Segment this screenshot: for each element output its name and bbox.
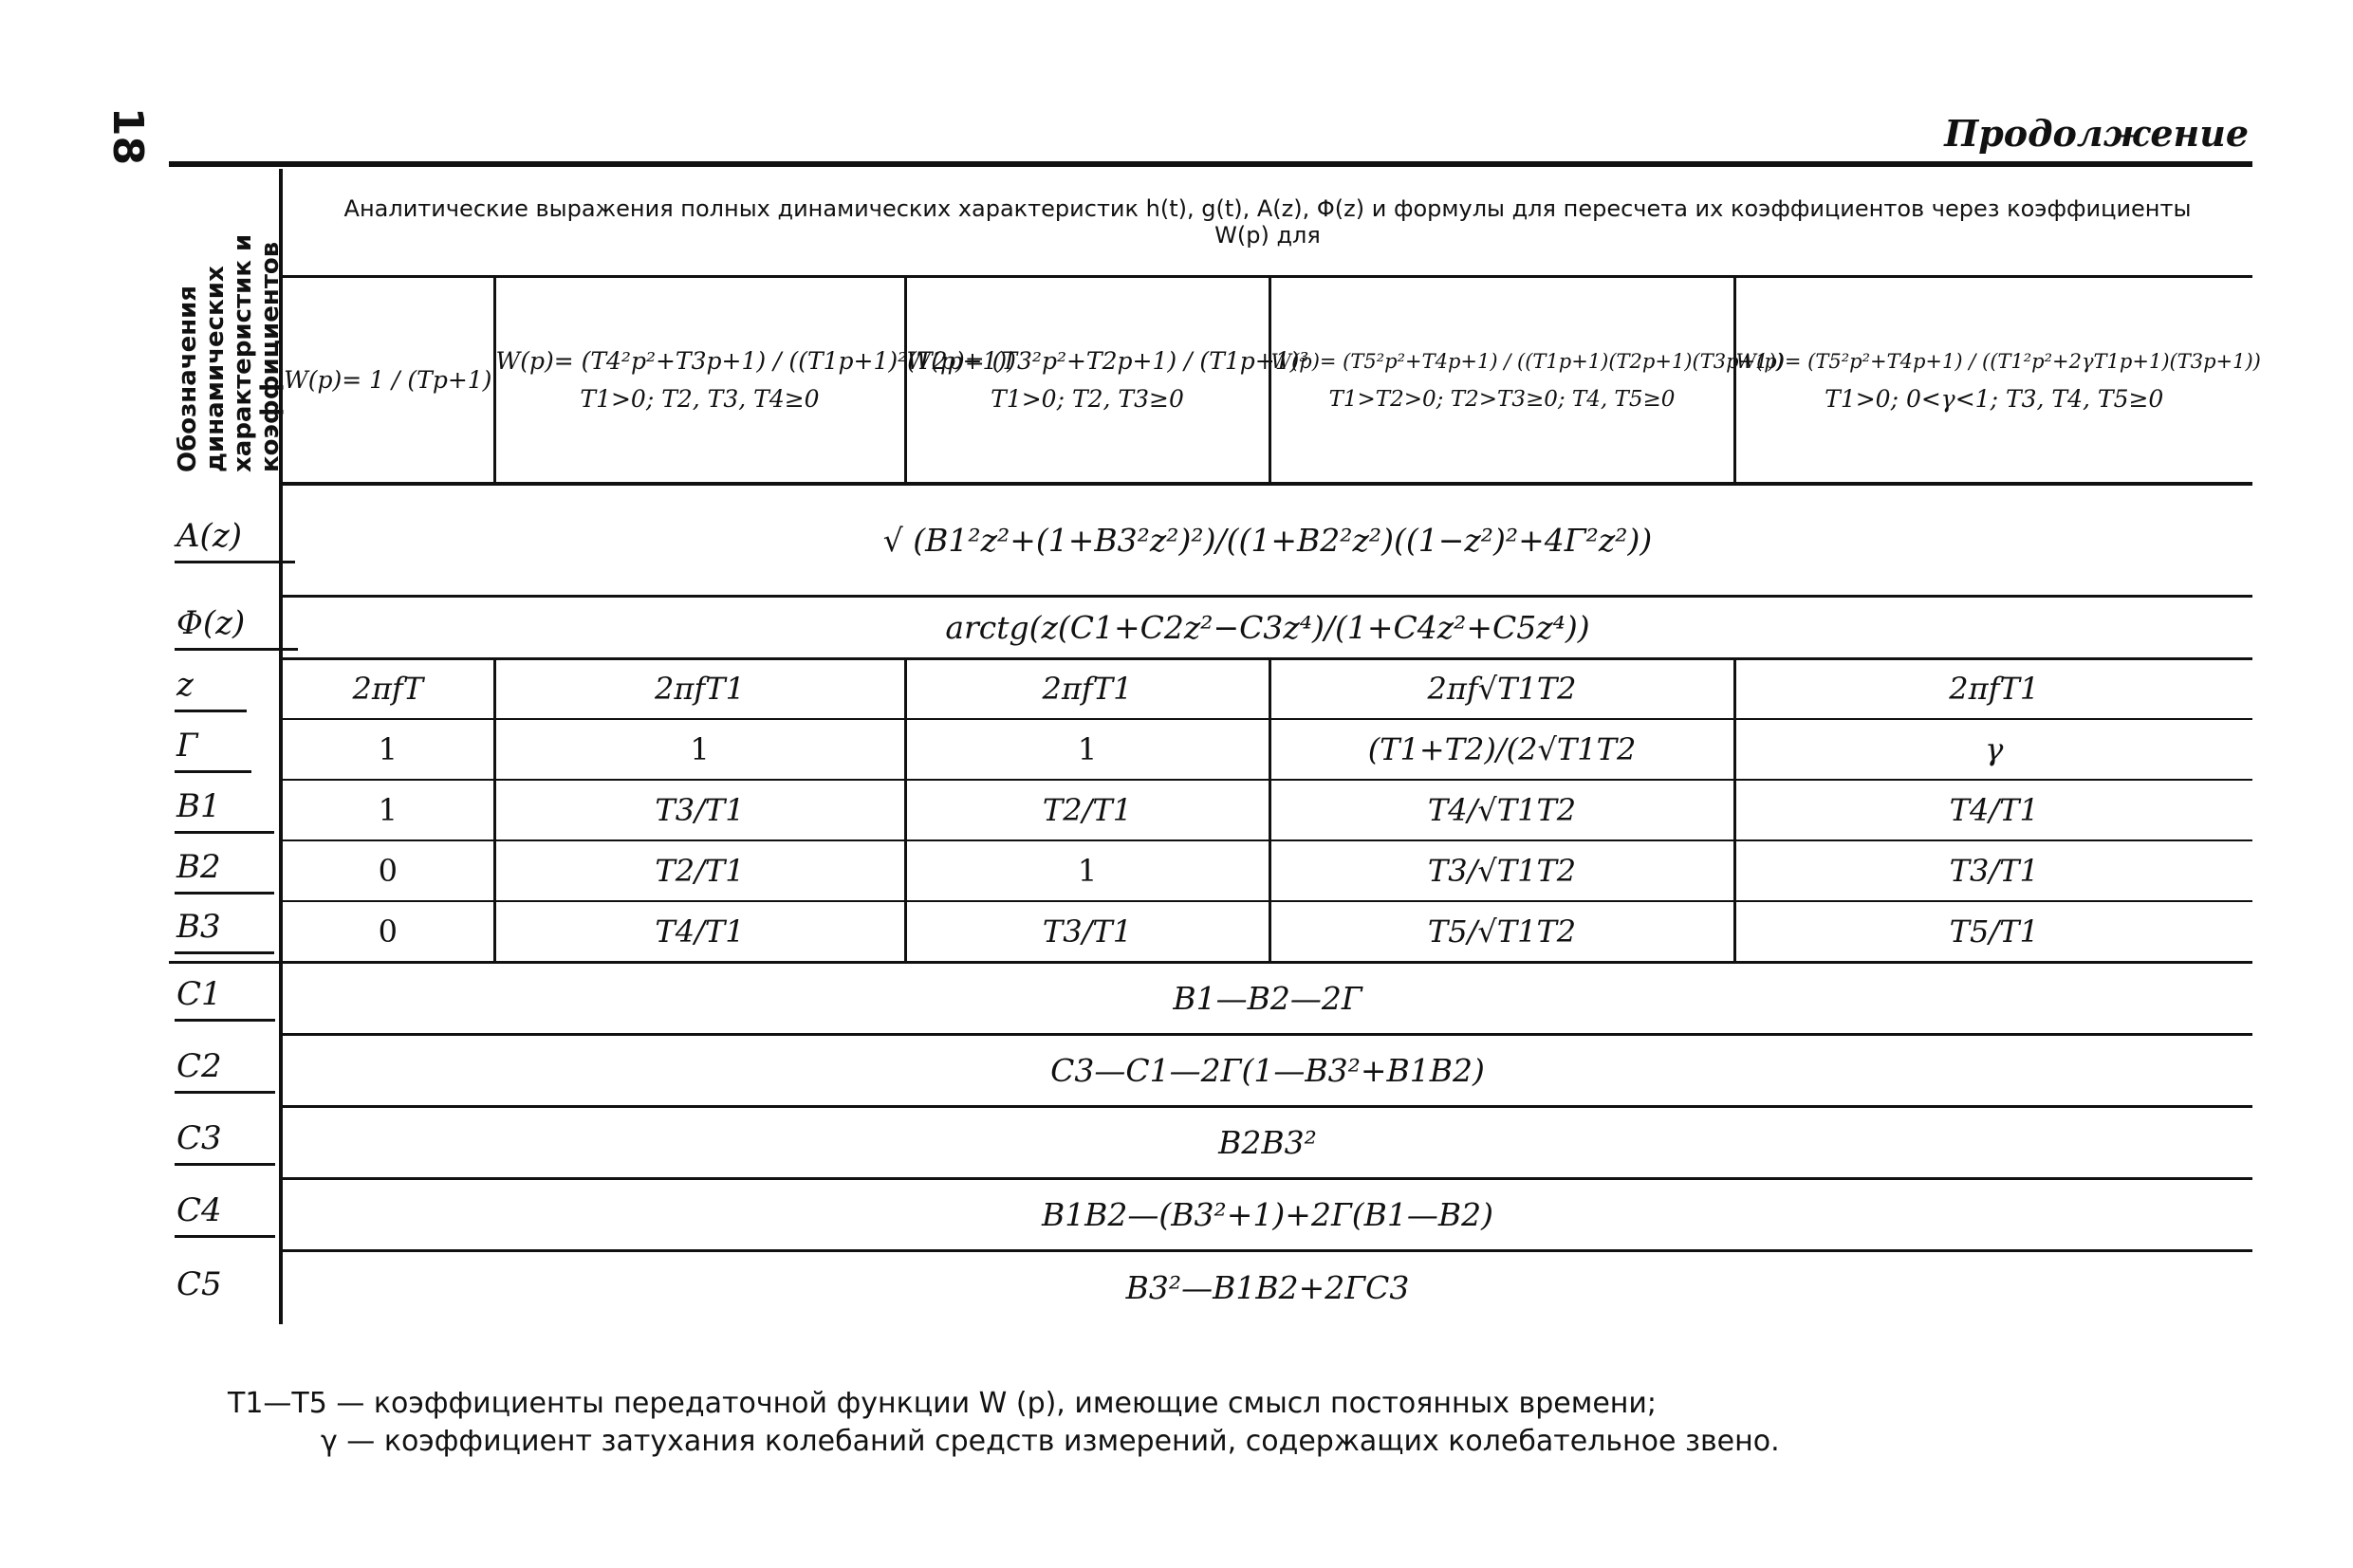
table-cell: 2πfT1 [494,658,905,719]
table-cell: 1 [494,719,905,780]
page-number: 18 [103,106,153,166]
footnote-time-constants: T1—T5 — коэффициенты передаточной функции W (p), имеющие смысл постоянных времени; [228,1387,1658,1420]
table-cell: T5/T1 [1734,901,2252,962]
table-cell: 1 [905,840,1269,901]
designation-header: Обозначения динамических характеристик и коэффициентов [169,169,281,484]
top-rule [169,161,2252,167]
coefficient-C2-formula: C3—C1—2Г(1—B3²+B1B2) [281,1034,2252,1106]
row-label-B1: B1 [169,780,281,840]
table-cell: T3/T1 [905,901,1269,962]
row-label-C4: C4 [169,1178,281,1250]
row-label-z: z [169,658,281,719]
table-cell: T3/√T1T2 [1269,840,1734,901]
row-label-gamma: Г [169,719,281,780]
phase-formula: arctg(z(C1+C2z²−C3z⁴)/(1+C4z²+C5z⁴)) [281,596,2252,658]
transfer-function-5: W(p)= (T5²p²+T4p+1) / ((T1²p²+2γT1p+1)(T3p+1)) T1>0; 0<γ<1; T3, T4, T5≥0 [1734,277,2252,485]
table-cell: γ [1734,719,2252,780]
transfer-function-1: W(p)= 1 / (Tp+1) [281,277,494,485]
table-cell: 0 [281,901,494,962]
coefficient-C1-formula: B1—B2—2Г [281,962,2252,1034]
transfer-function-2: W(p)= (T4²p²+T3p+1) / ((T1p+1)²(T2p+1)) T1>0; T2, T3, T4≥0 [494,277,905,485]
coefficient-C4-formula: B1B2—(B3²+1)+2Г(B1—B2) [281,1178,2252,1250]
continuation-label: Продолжение [1944,112,2249,155]
table-cell: 2πfT [281,658,494,719]
table-cell: 1 [281,719,494,780]
table-cell: T4/T1 [1734,780,2252,840]
table-cell: 1 [905,719,1269,780]
transfer-function-4: W(p)= (T5²p²+T4p+1) / ((T1p+1)(T2p+1)(T3p+1)) T1>T2>0; T2>T3≥0; T4, T5≥0 [1269,277,1734,485]
table-cell: 2πf√T1T2 [1269,658,1734,719]
row-label-Phi: Φ(z) [169,596,281,658]
analytic-header: Аналитические выражения полных динамических характеристик h(t), g(t), A(z), Φ(z) и формулы для пересчета их коэффициентов через коэффициенты W(p) для [281,169,2252,277]
table-cell: (T1+T2)/(2√T1T2 [1269,719,1734,780]
table-cell: T3/T1 [1734,840,2252,901]
table-cell: T2/T1 [905,780,1269,840]
table-cell: T5/√T1T2 [1269,901,1734,962]
coefficient-C3-formula: B2B3² [281,1106,2252,1178]
row-label-C5: C5 [169,1250,281,1324]
table-cell: 0 [281,840,494,901]
amplitude-formula: √ (B1²z²+(1+B3²z²)²)/((1+B2²z²)((1−z²)²+4Γ²z²)) [281,484,2252,596]
table-cell: T4/√T1T2 [1269,780,1734,840]
table-cell: 2πfT1 [1734,658,2252,719]
row-label-C2: C2 [169,1034,281,1106]
row-label-B3: B3 [169,901,281,962]
coefficient-C5-formula: B3²—B1B2+2ГC3 [1125,1269,1410,1307]
table-cell: T4/T1 [494,901,905,962]
row-label-C1: C1 [169,962,281,1034]
row-label-C3: C3 [169,1106,281,1178]
footnotes [228,1385,2030,1461]
table-cell: T3/T1 [494,780,905,840]
row-label-B2: B2 [169,840,281,901]
footnote-damping: γ — коэффициент затухания колебаний средств измерений, содержащих колебательное звено. [321,1425,1780,1458]
table-cell: 1 [281,780,494,840]
transfer-function-3: W(p)= (T3²p²+T2p+1) / (T1p+1)³ T1>0; T2, T3≥0 [905,277,1269,485]
table-cell: 2πfT1 [905,658,1269,719]
table-cell: T2/T1 [494,840,905,901]
characteristics-table [169,169,2261,1324]
row-label-A: A(z) [169,484,281,596]
